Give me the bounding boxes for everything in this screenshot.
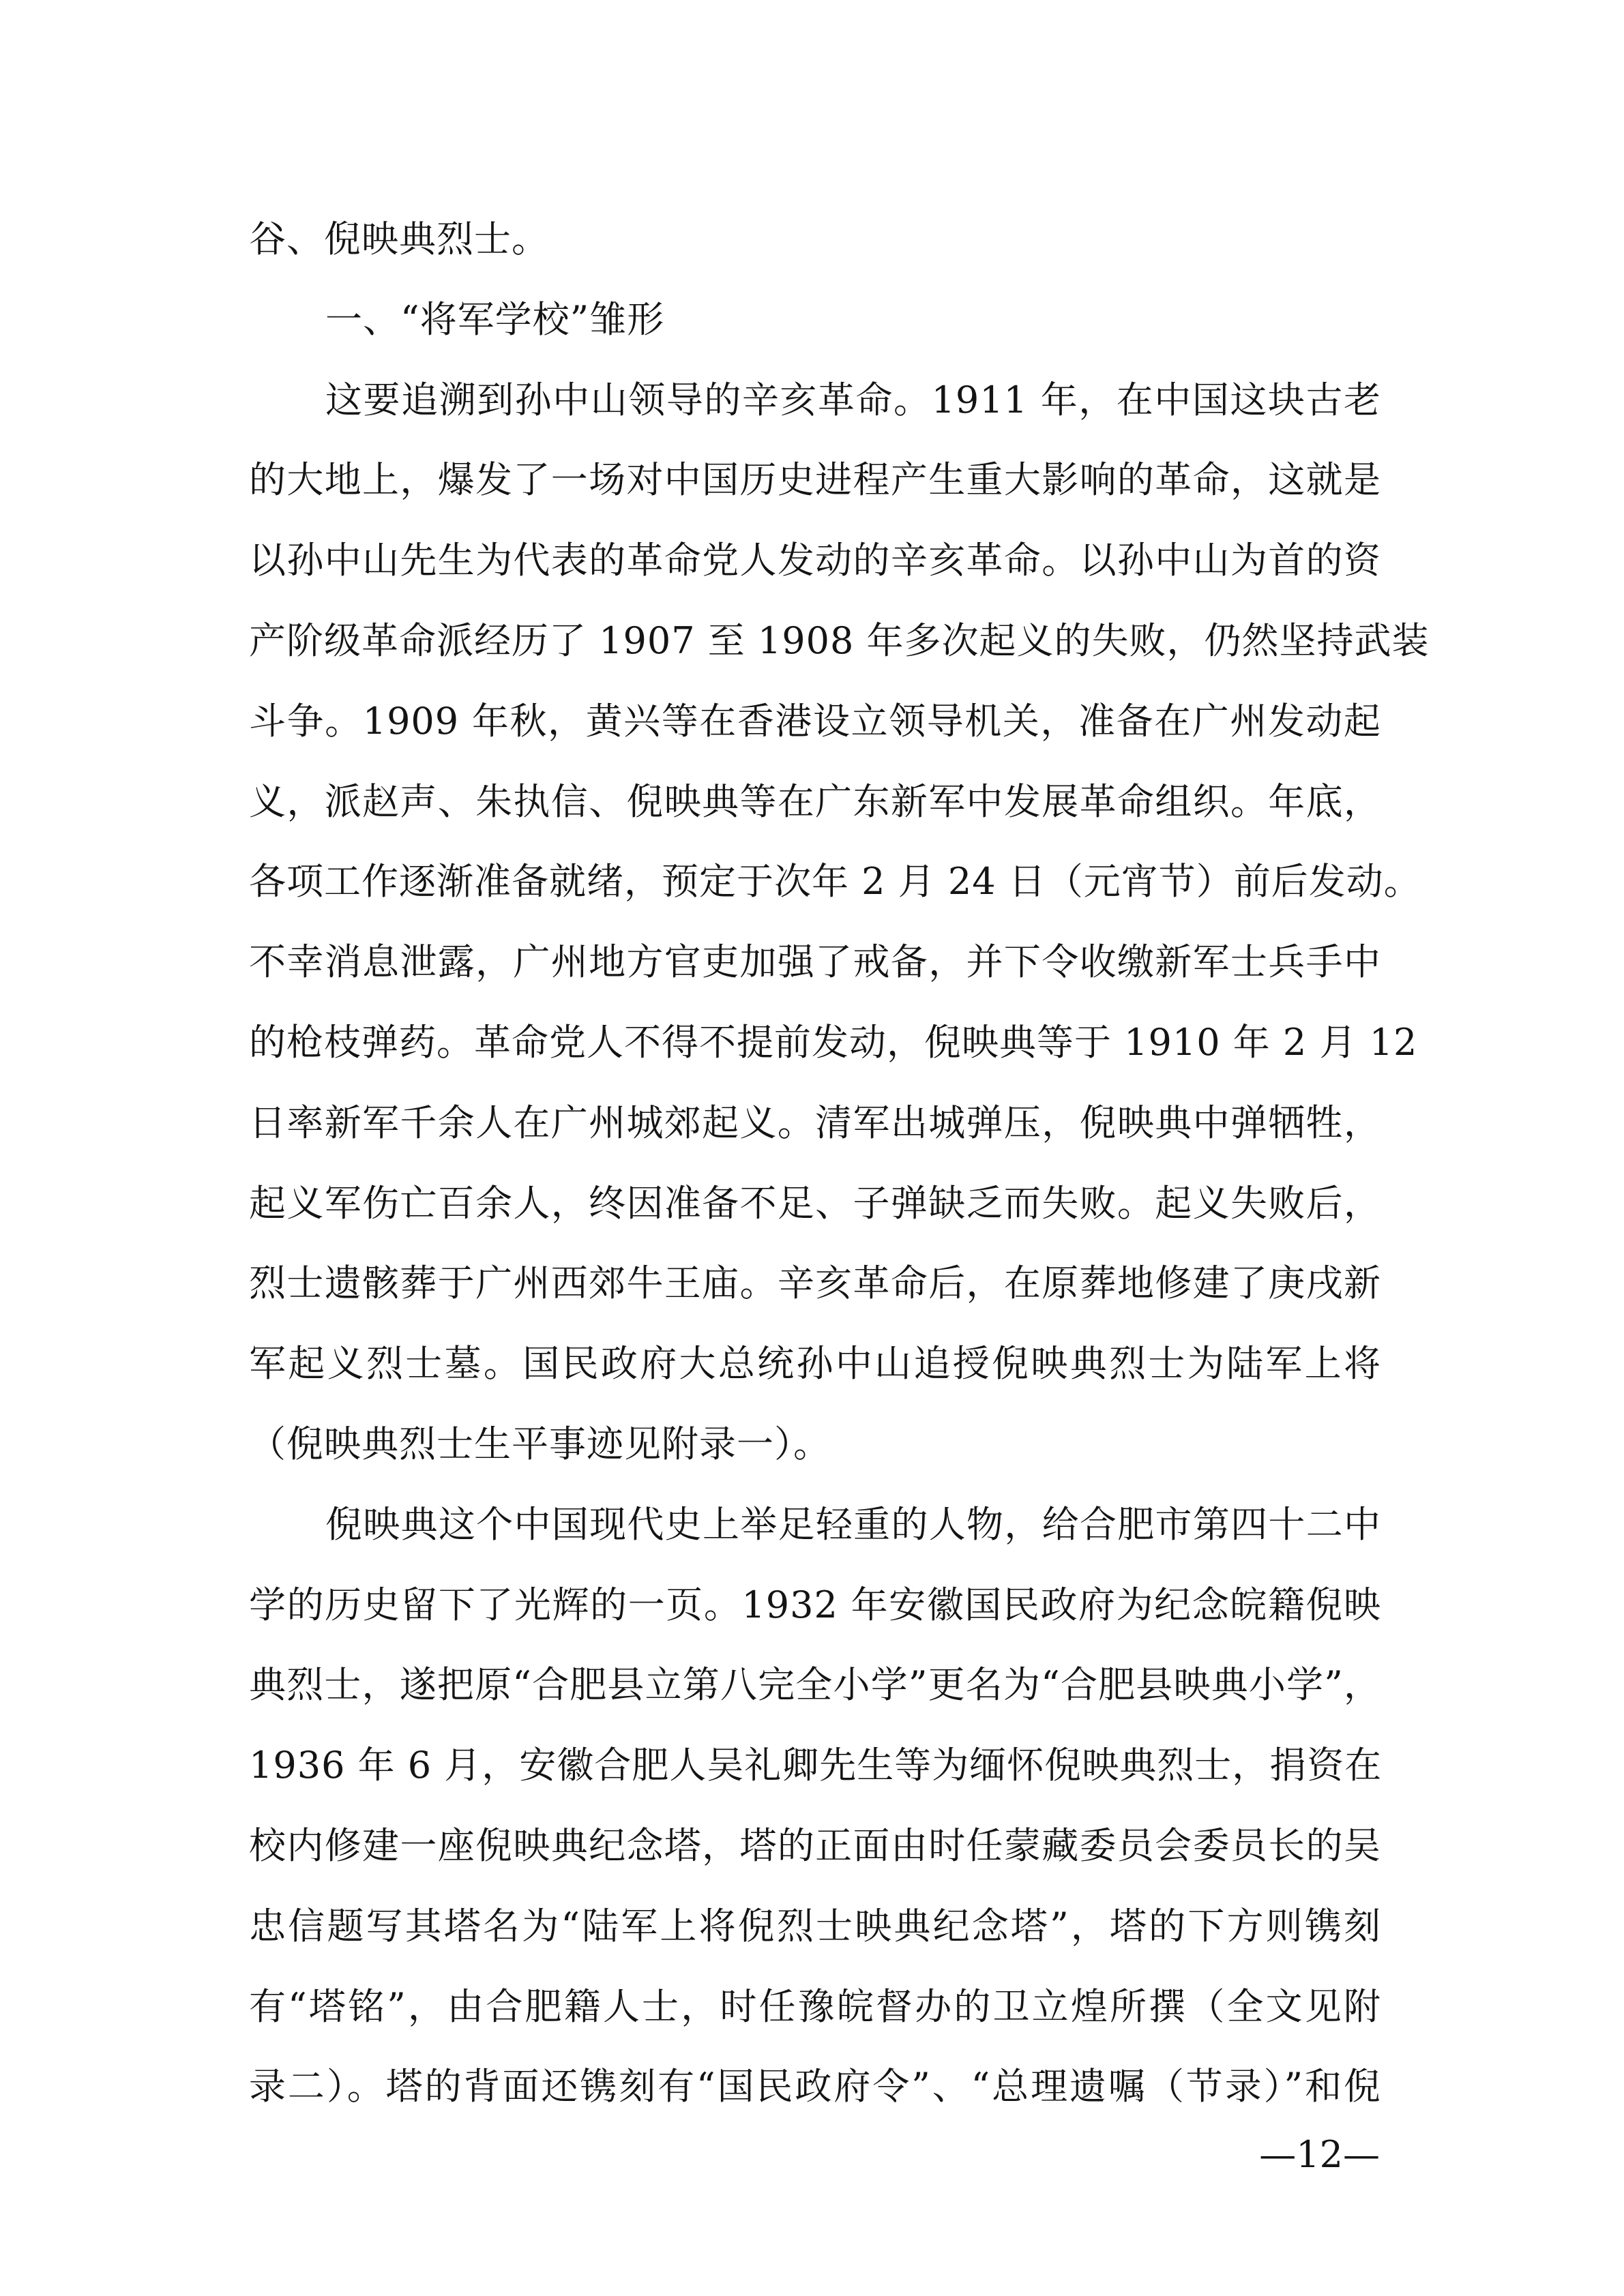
- paragraph-line: 产阶级革命派经历了 1907 至 1908 年多次起义的失败，仍然坚持武装: [249, 618, 1430, 662]
- paragraph-line: 有“塔铭”，由合肥籍人士，时任豫皖督办的卫立煌所撰（全文见附: [249, 1984, 1381, 2028]
- paragraph-line: 不幸消息泄露，广州地方官吏加强了戒备，并下令收缴新军士兵手中: [249, 940, 1381, 984]
- paragraph-line: 校内修建一座倪映典纪念塔，塔的正面由时任蒙藏委员会委员长的吴: [249, 1823, 1381, 1867]
- paragraph-line: 的大地上，爆发了一场对中国历史进程产生重大影响的革命，这就是: [249, 458, 1381, 502]
- paragraph-line: 倪映典这个中国现代史上举足轻重的人物，给合肥市第四十二中: [325, 1502, 1381, 1546]
- paragraph-line: 日率新军千余人在广州城郊起义。清军出城弹压，倪映典中弹牺牲，: [249, 1101, 1381, 1144]
- paragraph-line: 以孙中山先生为代表的革命党人发动的辛亥革命。以孙中山为首的资: [249, 539, 1381, 582]
- paragraph-line: 谷、倪映典烈士。: [249, 218, 549, 260]
- paragraph-line: 学的历史留下了光辉的一页。1932 年安徽国民政府为纪念皖籍倪映: [249, 1583, 1381, 1626]
- section-heading: 一、“将军学校”雏形: [325, 297, 665, 341]
- paragraph-line: 的枪枝弹药。革命党人不得不提前发动，倪映典等于 1910 年 2 月 12: [249, 1020, 1418, 1064]
- paragraph-line: 这要追溯到孙中山领导的辛亥革命。1911 年，在中国这块古老: [325, 378, 1381, 421]
- paragraph-line: 烈士遗骸葬于广州西郊牛王庙。辛亥革命后，在原葬地修建了庚戌新: [249, 1262, 1381, 1305]
- paragraph-line: 斗争。1909 年秋，黄兴等在香港设立领导机关，准备在广州发动起: [249, 699, 1381, 743]
- paragraph-line: 军起义烈士墓。国民政府大总统孙中山追授倪映典烈士为陆军上将: [249, 1342, 1381, 1386]
- page-number: —12—: [1259, 2133, 1380, 2176]
- paragraph-line: 忠信题写其塔名为“陆军上将倪烈士映典纪念塔”，塔的下方则镌刻: [249, 1904, 1381, 1948]
- paragraph-line: 各项工作逐渐准备就绪，预定于次年 2 月 24 日（元宵节）前后发动。: [249, 860, 1421, 904]
- paragraph-line: 义，派赵声、朱执信、倪映典等在广东新军中发展革命组织。年底，: [249, 779, 1381, 823]
- paragraph-line: 起义军伤亡百余人，终因准备不足、子弹缺乏而失败。起义失败后，: [249, 1181, 1381, 1225]
- body-text: [249, 199, 1430, 2127]
- paragraph-line: 录二）。塔的背面还镌刻有“国民政府令”、“总理遗嘱（节录）”和倪: [249, 2065, 1381, 2108]
- paragraph-line: （倪映典烈士生平事迹见附录一）。: [249, 1422, 831, 1465]
- paragraph-line: 1936 年 6 月，安徽合肥人吴礼卿先生等为缅怀倪映典烈士，捐资在: [249, 1744, 1383, 1787]
- paragraph-line: 典烈士，遂把原“合肥县立第八完全小学”更名为“合肥县映典小学”，: [249, 1663, 1381, 1707]
